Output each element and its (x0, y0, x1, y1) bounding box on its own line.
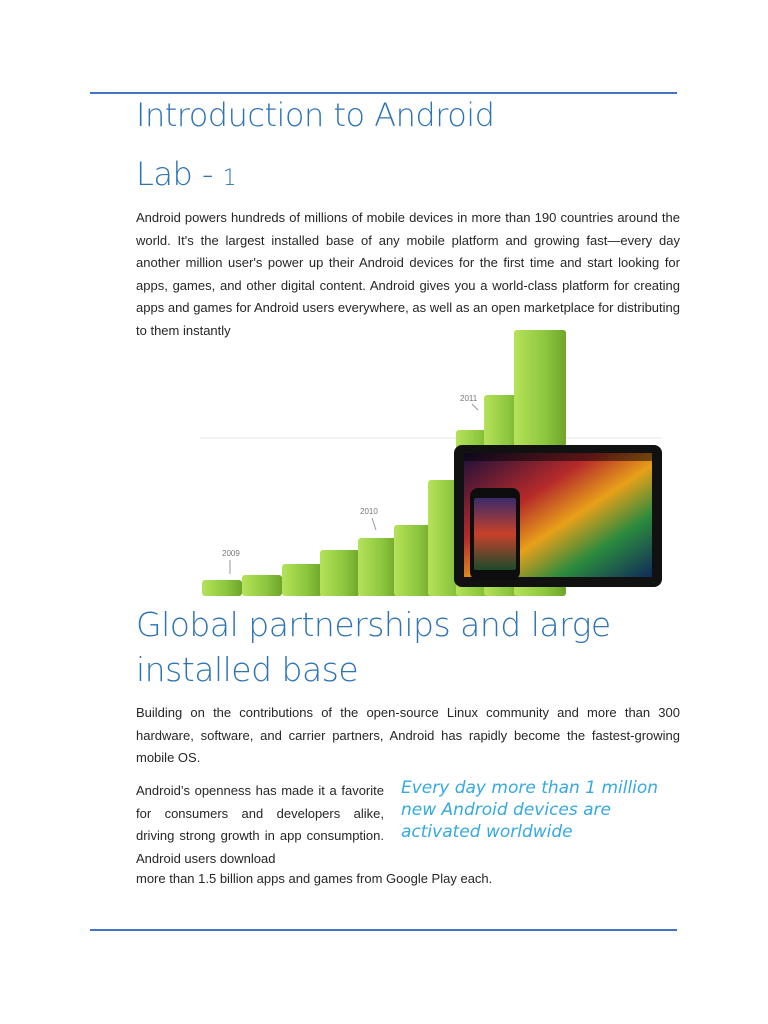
lab-number: 1 (222, 166, 237, 191)
bottom-rule (90, 929, 677, 931)
lab-label: Lab - (136, 155, 223, 193)
growth-bar (282, 564, 322, 596)
year-label-2011: 2011 (460, 394, 478, 403)
growth-bar (202, 580, 242, 596)
page-title: Introduction to Android (136, 96, 495, 134)
growth-bar (358, 538, 398, 596)
growth-bar (242, 575, 282, 596)
year-label-2010: 2010 (360, 507, 378, 516)
intro-paragraph: Android powers hundreds of millions of mobile devices in more than 190 countries around the world. It's the largest installed base of any mobile platform and growing fast—every day another million user's power up their Android devices for the first time and start looking for apps, games, and other digital content. Android gives you a world-class platform for creating apps and games for Android users everywhere, as well as an open marketplace for distributing to them instantly (136, 210, 680, 338)
phone-device (470, 488, 520, 580)
android-growth-illustration (196, 330, 666, 602)
partnerships-paragraph: Building on the contributions of the open-source Linux community and more than 300 hardware, software, and carrier partners, Android has rapidly become the fastest-growing mobile OS. (136, 705, 680, 765)
lab-subtitle (136, 155, 236, 193)
activations-callout: Every day more than 1 million new Android devices are activated worldwide (401, 778, 659, 842)
section-heading: Global partnerships and large installed base (136, 605, 611, 689)
year-label-2009: 2009 (222, 549, 240, 558)
growth-bar (320, 550, 360, 596)
top-rule (90, 92, 677, 94)
openness-paragraph: Android’s openness has made it a favorite for consumers and developers alike, driving strong growth in app consumption. Android users download (136, 783, 384, 866)
openness-paragraph-continued: more than 1.5 billion apps and games from Google Play each. (136, 871, 493, 886)
